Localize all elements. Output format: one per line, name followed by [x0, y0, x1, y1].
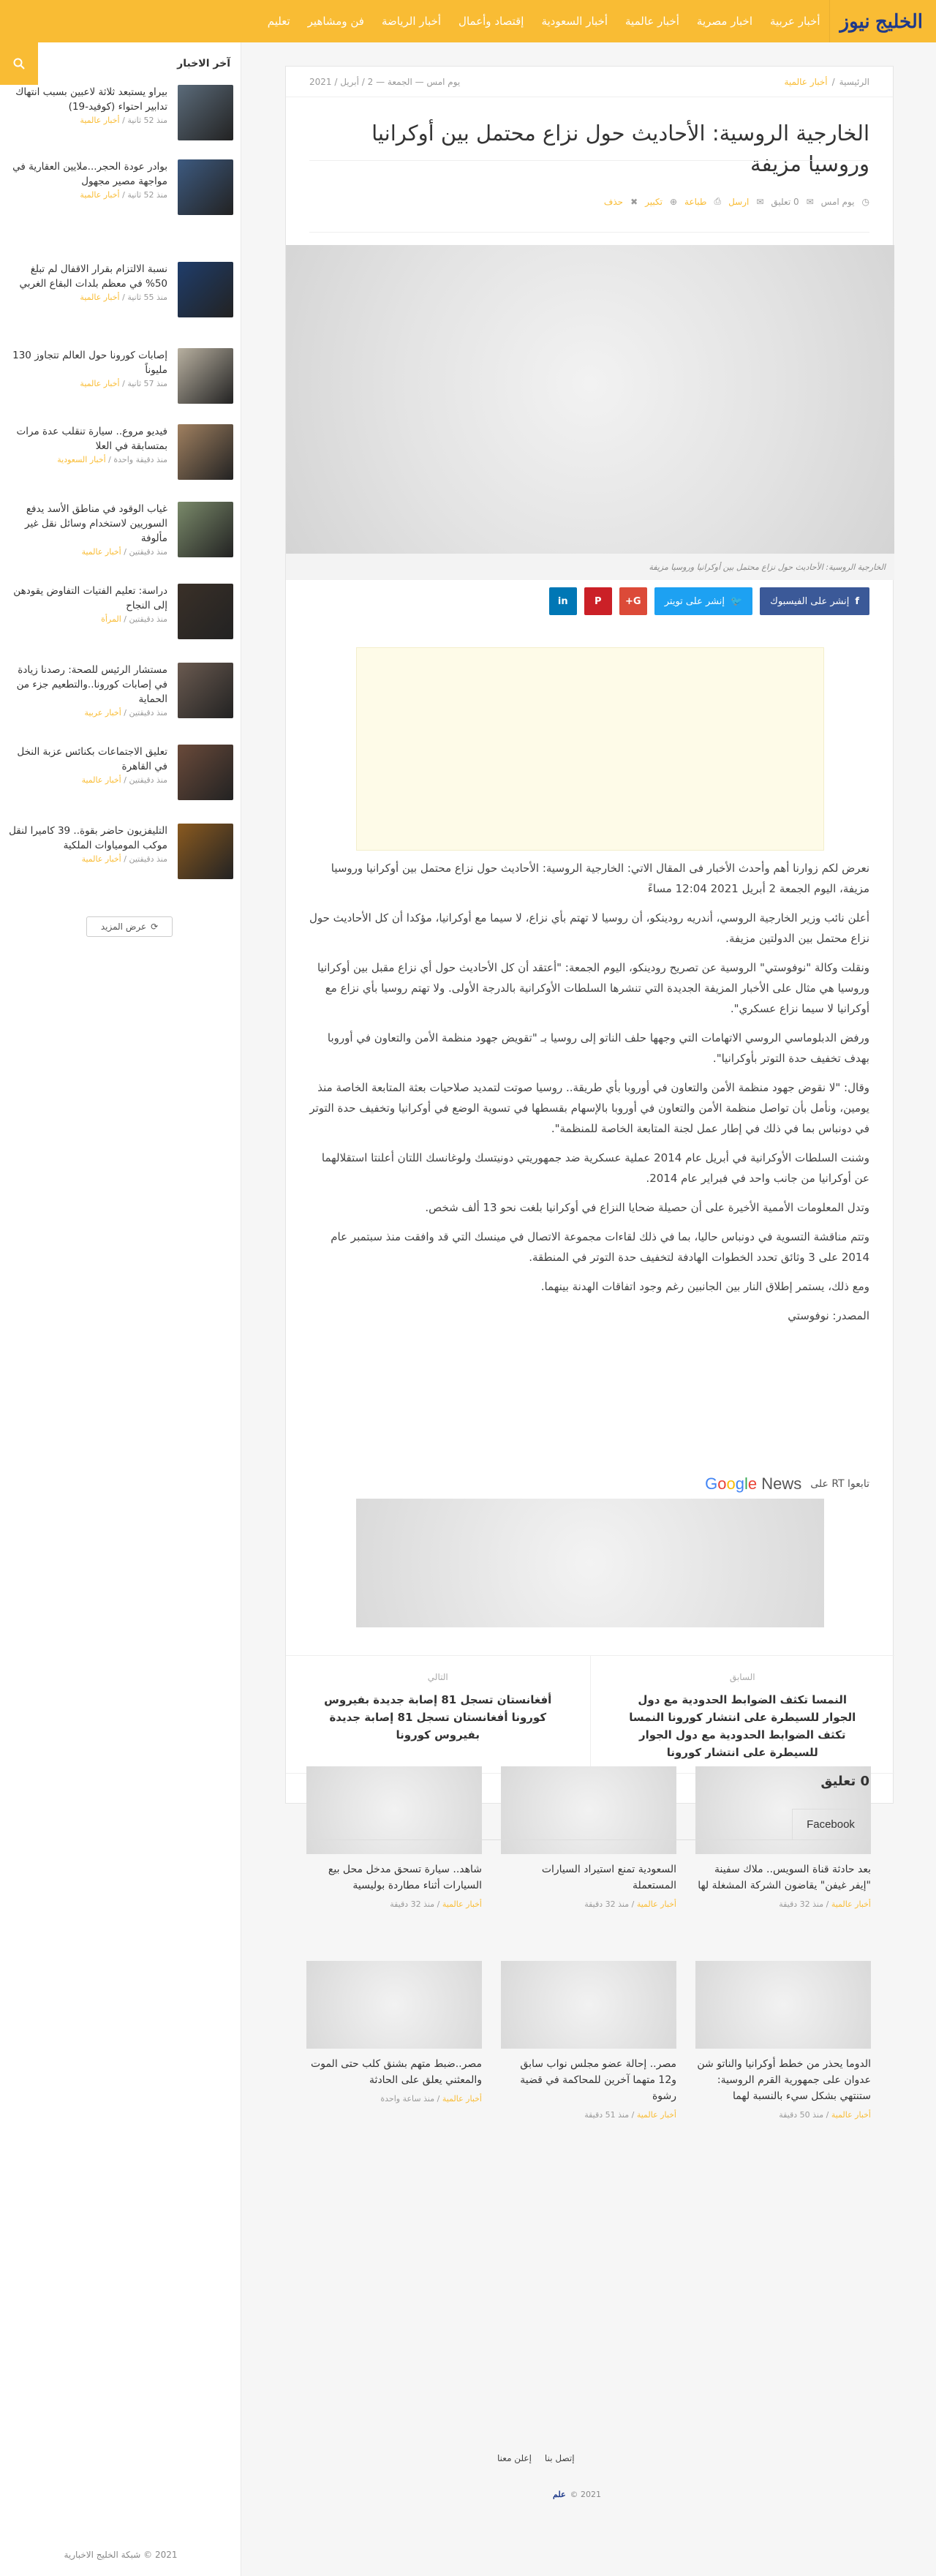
related-title-text[interactable]: بعد حادثة قناة السويس.. ملاك سفينة "إيفر غيفن" يقاضون الشركة المشغلة لها	[698, 1864, 871, 1891]
news-time: منذ دقيقتين	[129, 547, 167, 557]
news-time: منذ دقيقة واحدة	[113, 455, 167, 464]
news-thumbnail[interactable]	[178, 424, 233, 480]
news-meta: منذ دقيقتين / أخبار عالمية	[81, 854, 167, 864]
news-title[interactable]: فيديو مروع.. سيارة تنقلب عدة مرات بمتسابقة في العلا	[16, 426, 167, 452]
news-thumbnail[interactable]	[178, 85, 233, 140]
sidebar-news-item[interactable]	[0, 824, 241, 879]
related-meta: أخبار عالمية / منذ 32 دقيقة	[584, 1899, 676, 1909]
news-category: أخبار عالمية	[81, 547, 121, 557]
related-thumbnail[interactable]	[501, 1961, 676, 2049]
share-google-plus-button[interactable]	[619, 587, 647, 615]
site-logo[interactable]: الخليج نيوز	[829, 0, 936, 42]
comment-icon: ✉	[806, 196, 814, 207]
sidebar-title: آخر الاخبار	[177, 58, 230, 69]
related-title-text[interactable]: شاهد.. سيارة تسحق مدخل محل بيع السيارات أثناء مطاردة بوليسية	[328, 1864, 482, 1891]
refresh-icon: ⟳	[151, 922, 159, 932]
search-button[interactable]	[0, 42, 38, 85]
article-paragraph: وشنت السلطات الأوكرانية في أبريل عام 2014 عملية عسكرية ضد جمهوريتي دونيتسك ولوغانسك اللتان أعلنتا استقلالهما عن أوكرانيا من جانب واحد في فبراير عام 2014.	[321, 1151, 869, 1185]
news-thumbnail[interactable]	[178, 824, 233, 879]
related-title-text[interactable]: الدوما يحذر من خطط أوكرانيا والناتو شن عدوان على جمهورية القرم الروسية: ستنتهي بشكل سيء بالنسبة لهما	[697, 2058, 871, 2102]
news-meta: منذ 57 ثانية / أخبار عالمية	[80, 379, 167, 388]
article-paragraph: نعرض لكم زوارنا أهم وأحدث الأخبار فى المقال الاتي: الخارجية الروسية: الأحاديث حول نزاع محتمل بين أوكرانيا وروسيا مزيفة، اليوم الجمعة 2 أبريل 2021 12:04 مساءً	[331, 862, 869, 895]
google-news-follow[interactable]	[309, 1469, 869, 1499]
font-size-link[interactable]: تكبير	[645, 196, 663, 207]
sidebar-news-item[interactable]	[0, 745, 241, 800]
article-paragraph: ونقلت وكالة "نوفوستي" الروسية عن تصريح رودينكو، اليوم الجمعة: "أعتقد أن كل الأحاديث حول أي نزاع مقبل بين أوكرانيا وروسيا هي مثال على الأخبار المزيفة الجديدة التي تنشرها السلطات الأوكرانية بالدرجة الأولى. ولا تهتم روسيا بأي نزاع مع أوكرانيا لا سيما نزاع عسكري".	[317, 961, 869, 1015]
news-title[interactable]: إصابات كورونا حول العالم تتجاوز 130 مليوناً	[12, 350, 167, 376]
news-category: المرأة	[101, 614, 121, 624]
news-thumbnail[interactable]	[178, 502, 233, 557]
comments-count-heading: 0 تعليق	[820, 1774, 869, 1789]
nav-saudi-news[interactable]: أخبار السعودية	[541, 15, 608, 28]
comments-count[interactable]: 0 تعليق	[771, 196, 799, 207]
news-title[interactable]: بيراو يستبعد ثلاثة لاعبين بسبب انتهاك تدابير احتواء (كوفيد-19)	[15, 86, 167, 113]
news-category: أخبار عالمية	[81, 775, 121, 785]
article-paragraph: ورفض الدبلوماسي الروسي الاتهامات التي وجهها حلف الناتو إلى روسيا بـ "تقويض جهود منظمة الأمن والتعاون في أوروبا بهدف تخفيف حدة التوتر بأوكرانيا".	[327, 1031, 869, 1065]
news-thumbnail[interactable]	[178, 584, 233, 639]
image-caption: الخارجية الروسية: الأحاديث حول نزاع محتمل بين أوكرانيا وروسيا مزيفة	[286, 554, 894, 580]
share-pinterest-button[interactable]	[584, 587, 612, 615]
footer-copyright: 2021 © علم	[553, 2490, 602, 2499]
zoom-icon: ⊕	[669, 196, 678, 207]
news-title[interactable]: التليفزيون حاضر بقوة.. 39 كاميرا لنقل موكب المومياوات الملكية	[9, 825, 167, 851]
news-title[interactable]: نسبة الالتزام بقرار الاقفال لم تبلغ 50% في معظم بلدات البقاع الغربي	[19, 263, 167, 290]
news-time: منذ دقيقتين	[129, 775, 167, 785]
breadcrumb-date: يوم امس — الجمعة — 2 / أبريل / 2021	[309, 76, 461, 87]
news-time: منذ 57 ثانية	[127, 379, 167, 388]
prev-label: السابق	[729, 1672, 755, 1682]
news-thumbnail[interactable]	[178, 745, 233, 800]
footer-contact-link[interactable]: إتصل بنا	[544, 2453, 575, 2463]
nav-sports[interactable]: أخبار الرياضة	[381, 15, 442, 28]
share-linkedin-button[interactable]	[549, 587, 577, 615]
related-article[interactable]	[306, 1961, 482, 2104]
share-twitter-button[interactable]: 🐦 إنشر على تويتر	[654, 587, 752, 615]
top-header	[0, 0, 936, 42]
sidebar-news-item[interactable]	[0, 159, 241, 215]
footer-advertise-link[interactable]: إعلن معنا	[497, 2453, 532, 2463]
related-title-text[interactable]: مصر.. إحالة عضو مجلس نواب سابق و12 متهما آخرين للمحاكمة في قضية رشوة	[520, 2058, 676, 2102]
news-meta: منذ دقيقتين / أخبار عربية	[84, 708, 167, 718]
share-bar	[549, 587, 869, 615]
news-meta: منذ 55 ثانية / أخبار عالمية	[80, 293, 167, 302]
sidebar-copyright: 2021 © شبكة الخليج الاخبارية	[64, 2550, 178, 2560]
footer-brand-logo: علم	[553, 2490, 566, 2499]
news-meta: منذ 52 ثانية / أخبار عالمية	[80, 116, 167, 125]
sidebar-news-item[interactable]	[0, 663, 241, 718]
remove-link[interactable]: حذف	[603, 196, 624, 207]
ad-slot	[356, 647, 824, 851]
google-news-logo: Google News	[705, 1475, 802, 1493]
google-plus-icon: G+	[624, 595, 641, 607]
sidebar-news-item[interactable]	[0, 584, 241, 639]
news-title[interactable]: مستشار الرئيس للصحة: رصدنا زيادة في إصابات كورونا..والتطعيم جزء من الحماية	[16, 664, 167, 705]
next-title: أفغانستان تسجل 81 إصابة جديدة بفيروس كورونا أفغانستان تسجل 81 إصابة جديدة بفيروس كورونا	[324, 1693, 552, 1741]
related-meta: أخبار عالمية / منذ 32 دقيقة	[779, 1899, 871, 1909]
twitter-icon: 🐦	[730, 595, 743, 607]
related-thumbnail[interactable]	[306, 1961, 482, 2049]
related-article[interactable]	[501, 1961, 676, 2120]
news-time: منذ دقيقتين	[129, 708, 167, 718]
nav-celebrities[interactable]: فن ومشاهير	[307, 15, 364, 28]
news-category: أخبار عالمية	[80, 293, 120, 302]
news-time: منذ 52 ثانية	[127, 116, 167, 125]
ad-slot-2	[356, 1499, 824, 1627]
news-category: أخبار عالمية	[80, 190, 120, 200]
article-paragraph: أعلن نائب وزير الخارجية الروسي، أندريه رودينكو، أن روسيا لا تهتم بأي نزاع، لا سيما مع أوكرانيا، مؤكدا أن كل الأحاديث حول نزاع محتمل بين الدولتين مزيفة.	[309, 911, 869, 945]
pinterest-icon: P	[594, 595, 602, 607]
gnews-label: تابعوا RT على	[810, 1478, 869, 1490]
next-label: التالي	[427, 1672, 448, 1682]
article-paragraph: وقال: "لا نقوض جهود منظمة الأمن والتعاون في أوروبا بأي طريقة.. روسيا صوتت لتمديد صلاحيات بعثة المتابعة الخاصة منذ يومين، ونأمل بأن تواصل منظمة الأمن والتعاون في أوروبا بالإسهام بقسطها في تسوية الوضع في أوكرانيا وتخفيف حدة التوتر في دونباس بما في ذلك في إطار عمل لجنة المتابعة الخاصة للمنظمة".	[309, 1081, 869, 1135]
article-paragraph: ومع ذلك، يستمر إطلاق النار بين الجانبين رغم وجود اتفاقات الهدنة بينهما.	[540, 1280, 869, 1293]
related-meta: أخبار عالمية / منذ 50 دقيقة	[779, 2110, 871, 2120]
news-time: منذ دقيقتين	[129, 854, 167, 864]
facebook-icon: f	[855, 595, 859, 607]
sidebar-news-item[interactable]	[0, 502, 241, 557]
mail-icon: ✉	[756, 196, 764, 207]
article-paragraph: وتدل المعلومات الأممية الأخيرة على أن حصيلة ضحايا النزاع في أوكرانيا بلغت نحو 13 ألف شخص.	[425, 1201, 869, 1214]
share-facebook-button[interactable]: f إنشر على الفيسبوك	[760, 587, 869, 615]
news-meta: منذ دقيقتين / أخبار عالمية	[81, 547, 167, 557]
print-link[interactable]: طباعة	[684, 196, 707, 207]
news-meta: منذ دقيقتين / المرأة	[101, 614, 167, 624]
news-thumbnail[interactable]	[178, 348, 233, 404]
main-nav	[259, 0, 829, 42]
article-paragraph: وتتم مناقشة التسوية في دونباس حاليا، بما في ذلك لقاءات مجموعة الاتصال في مينسك التي قد وافقت منذ سبتمبر عام 2014 على 3 وثائق تحدد الخطوات الهادفة لتخفيف حدة التوتر في المنطقة.	[331, 1230, 869, 1264]
article-date: يوم امس	[820, 196, 855, 207]
related-title-text[interactable]: السعودية تمنع استيراد السيارات المستعملة	[541, 1864, 676, 1891]
news-thumbnail[interactable]	[178, 159, 233, 215]
breadcrumb-category[interactable]: أخبار عالمية	[784, 76, 828, 87]
prev-next-nav	[286, 1655, 894, 1774]
nav-arab-news[interactable]: أخبار عربية	[770, 15, 820, 28]
article-paragraph: المصدر: نوفوستي	[788, 1309, 869, 1322]
news-meta: منذ دقيقتين / أخبار عالمية	[81, 775, 167, 785]
breadcrumb: الرئيسية / أخبار عالمية يوم امس — الجمعة — 2 / أبريل / 2021	[286, 67, 893, 97]
nav-egypt-news[interactable]: اخبار مصرية	[696, 15, 752, 28]
news-title[interactable]: بوادر عودة الحجر...ملايين العقارية في مواجهة مصير مجهول	[12, 161, 167, 187]
sidebar-news-item[interactable]	[0, 85, 241, 140]
article-body	[309, 858, 869, 1335]
news-category: أخبار عالمية	[81, 854, 121, 864]
news-time: منذ دقيقتين	[129, 614, 167, 624]
news-meta: منذ دقيقة واحدة / أخبار السعودية	[57, 455, 167, 464]
news-category: أخبار عربية	[84, 708, 121, 718]
latest-news-sidebar	[0, 42, 241, 2576]
nav-education[interactable]: تعليم	[267, 15, 290, 28]
footer-links	[497, 2453, 575, 2463]
related-meta: أخبار عالمية / منذ 51 دقيقة	[584, 2110, 676, 2120]
news-meta: منذ 52 ثانية / أخبار عالمية	[80, 190, 167, 200]
news-thumbnail[interactable]	[178, 663, 233, 718]
load-more-button[interactable]: ⟳ عرض المزيد	[86, 916, 173, 937]
next-article-link[interactable]	[286, 1656, 590, 1773]
sidebar-news-item[interactable]	[0, 262, 241, 317]
article-title: الخارجية الروسية: الأحاديث حول نزاع محتمل بين أوكرانيا وروسيا مزيفة	[371, 121, 869, 176]
related-meta: أخبار عالمية / منذ ساعة واحدة	[380, 2094, 482, 2104]
article-meta	[309, 160, 869, 233]
related-meta: أخبار عالمية / منذ 32 دقيقة	[390, 1899, 482, 1909]
news-thumbnail[interactable]	[178, 262, 233, 317]
sidebar-news-item[interactable]	[0, 424, 241, 480]
linkedin-icon: in	[557, 595, 568, 607]
news-title[interactable]: غياب الوقود في مناطق الأسد يدفع السوريين لاستخدام وسائل نقل غير مألوفة	[25, 503, 167, 544]
sidebar-news-item[interactable]	[0, 348, 241, 404]
prev-title: النمسا تكثف الضوابط الحدودية مع دول الجوار للسيطرة على انتشار كورونا النمسا تكثف الضوابط الحدودية مع دول الجوار للسيطرة على انتشار كورونا	[629, 1693, 856, 1759]
news-time: منذ 52 ثانية	[127, 190, 167, 200]
related-thumbnail[interactable]	[695, 1961, 871, 2049]
email-link[interactable]: ارسل	[728, 196, 750, 207]
news-category: أخبار عالمية	[80, 379, 120, 388]
nav-economy[interactable]: إقتصاد وأعمال	[458, 15, 524, 28]
clock-icon: ◷	[861, 196, 869, 207]
breadcrumb-home[interactable]: الرئيسية	[839, 76, 869, 87]
news-time: منذ 55 ثانية	[127, 293, 167, 302]
news-category: أخبار السعودية	[57, 455, 106, 464]
search-icon	[13, 58, 25, 69]
article-image	[286, 245, 894, 554]
print-icon: ⎙	[714, 196, 722, 206]
facebook-comments-tab[interactable]: Facebook	[792, 1809, 869, 1839]
close-icon: ✖	[630, 196, 638, 207]
related-title-text[interactable]: مصر..ضبط متهم بشنق كلب حتى الموت والمعثني يعلق على الحادثة	[311, 2058, 482, 2086]
news-title[interactable]: دراسة: تعليم الفتيات التفاوض يقودهن إلى النجاح	[13, 585, 167, 611]
prev-article-link[interactable]	[590, 1656, 895, 1773]
news-title[interactable]: تعليق الاجتماعات بكنائس عزبة النخل في القاهرة	[17, 746, 167, 772]
article-card	[285, 66, 894, 2120]
comments-section	[309, 1774, 869, 1831]
related-article[interactable]	[695, 1961, 871, 2120]
nav-world-news[interactable]: أخبار عالمية	[625, 15, 679, 28]
news-category: أخبار عالمية	[80, 116, 120, 125]
